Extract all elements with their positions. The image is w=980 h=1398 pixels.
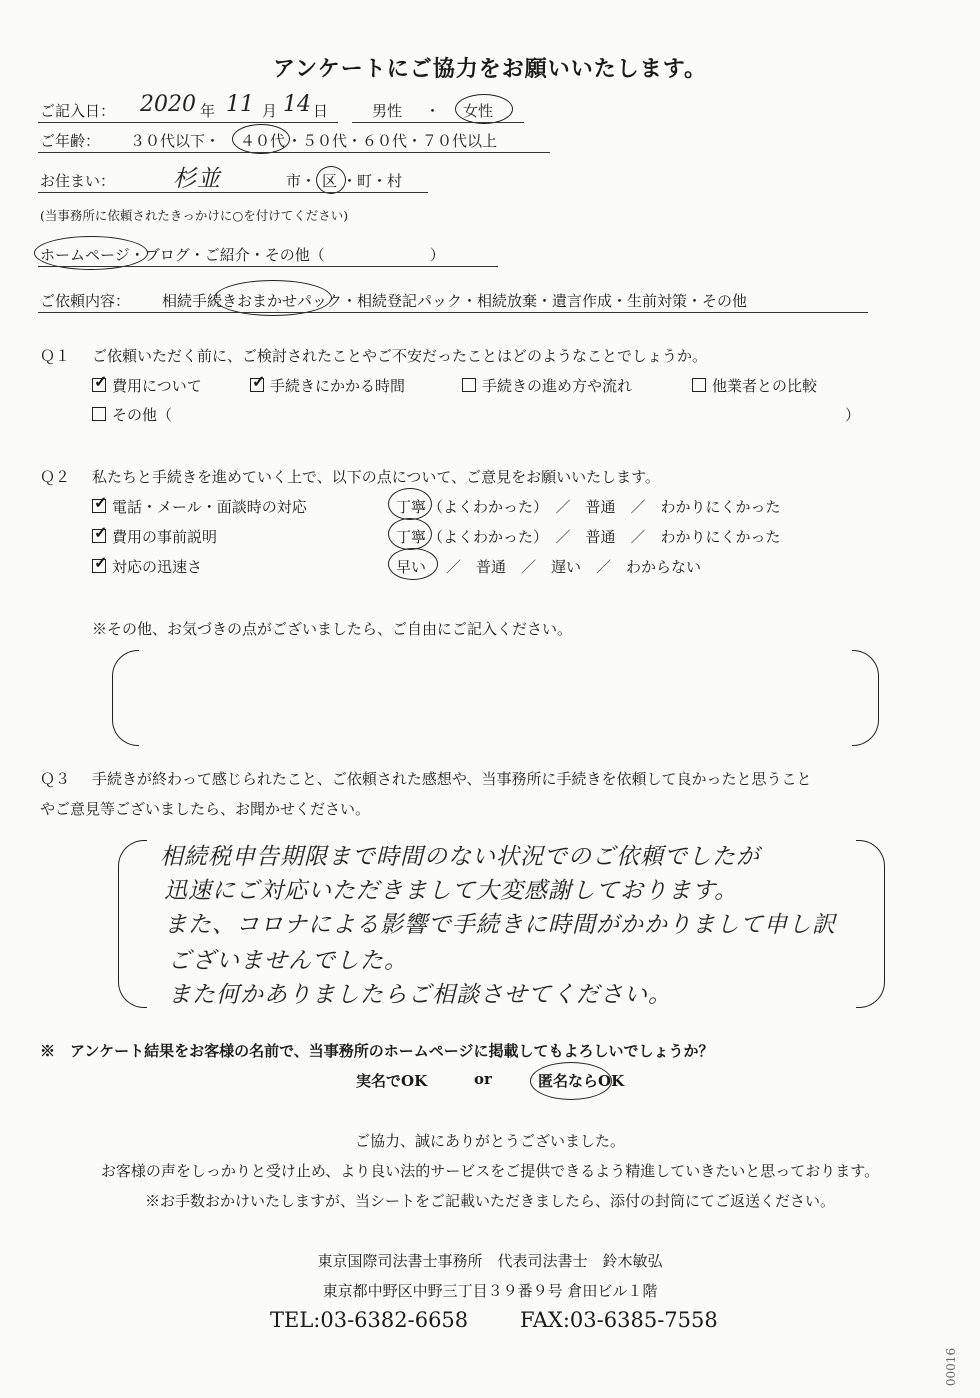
q2-comment-box-right: [852, 650, 879, 746]
q1-item-time-label: 手続きにかかる時間: [270, 377, 406, 395]
q2-text: 私たちと手続きを進めていく上で、以下の点について、ご意見をお願いいたします。: [92, 468, 660, 486]
request-options: 相続手続きおまかせパック・相続登記パック・相続放棄・遺言作成・生前対策・その他: [162, 292, 748, 310]
q2-row-fee-label: 費用の事前説明: [112, 528, 218, 546]
trigger-note: (当事務所に依頼されたきっかけに○を付けてください): [40, 208, 349, 223]
margin-mark: 00016: [944, 1347, 959, 1387]
q1-item-compare-label: 他業者との比較: [712, 377, 818, 395]
q2-row-speed-rest: ／ 普通 ／ 遅い ／ わからない: [446, 558, 702, 576]
q2-row-contact: [92, 493, 307, 517]
thanks-line3: ※お手数おかけいたしますが、当シートをご記載いただきましたら、添付の封筒にてご返送ください。: [144, 1192, 835, 1210]
age-option-rest: ・５０代・６０代・７０代以上: [287, 132, 498, 150]
checkbox-fee: ✓: [94, 523, 108, 542]
q2-row-fee-choice: 丁寧: [396, 528, 427, 546]
q3-answer-line5: また何かありましたらご相談させてください。: [168, 982, 672, 1008]
anonymous-circle: [530, 1062, 612, 1100]
thanks-line2: お客様の声をしっかりと受け止め、より良い法的サービスをご提供できるよう精進していきたいと思っております。: [100, 1162, 880, 1180]
checkbox-speed: ✓: [94, 553, 108, 572]
q1-item-cost: [92, 372, 202, 396]
publish-real-name: 実名でOK: [356, 1072, 428, 1090]
address-value: 杉並: [173, 166, 221, 192]
date-underline: [38, 122, 338, 123]
thanks-line1: ご協力、誠にありがとうございました。: [354, 1132, 625, 1150]
publish-or: or: [474, 1070, 492, 1088]
footer-address: 東京都中野区中野三丁目３９番９号 倉田ビル１階: [322, 1282, 658, 1300]
checkbox-contact: ✓: [94, 493, 108, 512]
address-label: お住まい：: [40, 172, 116, 190]
checkbox-other: [92, 407, 106, 421]
gender-male: 男性: [372, 102, 403, 120]
q1-item-process-label: 手続きの進め方や流れ: [482, 377, 633, 395]
q2-row-fee: [92, 523, 218, 547]
q1-text: ご依頼いただく前に、ご検討されたことやご不安だったことはどのようなことでしょうか。: [92, 347, 708, 365]
ward-circle: [316, 166, 346, 194]
age-underline: [38, 152, 550, 153]
date-label: ご記入日：: [40, 102, 116, 120]
gender-separator: ・: [425, 102, 441, 120]
q2-comment-box-left: [112, 650, 139, 746]
q1-item-compare: [692, 375, 817, 396]
address-underline: [38, 192, 428, 193]
q2-row-fee-rest: （よくわかった） ／ 普通 ／ わかりにくかった: [428, 528, 781, 546]
age-label: ご年齢：: [40, 132, 101, 150]
q2-comment-prompt: ※その他、お気づきの点がございましたら、ご自由にご記入ください。: [92, 620, 573, 638]
homepage-circle: [34, 236, 148, 270]
q2-number: Ｑ２: [40, 468, 71, 486]
date-month: 11: [226, 92, 254, 117]
q3-answer-line1: 相続税申告期限まで時間のない状況でのご依頼でしたが: [160, 844, 760, 870]
fee-choice-circle: [388, 518, 432, 550]
female-circle: [455, 94, 513, 124]
age-option-30: ３０代以下・: [130, 132, 221, 150]
address-option-ward: 区: [322, 172, 338, 190]
request-circle: [214, 280, 332, 316]
request-label: ご依頼内容：: [40, 292, 131, 310]
q3-answer-line2: 迅速にご対応いただきまして大変感謝しております。: [164, 878, 739, 904]
q2-row-contact-choice: 丁寧: [396, 498, 427, 516]
address-option-city: 市・: [286, 172, 317, 190]
address-option-rest: ・町・村: [342, 172, 403, 190]
trigger-options: ホームページ・ブログ・ご紹介・その他（ ）: [40, 246, 445, 264]
q3-answer-line3: また、コロナによる影響で手続きに時間がかかりまして申し訳: [164, 912, 836, 938]
date-day: 14: [283, 92, 311, 117]
q1-number: Ｑ１: [40, 347, 71, 365]
month-unit: 月: [262, 102, 278, 120]
q3-number: Ｑ３: [40, 770, 71, 788]
gender-underline: [352, 122, 524, 123]
q1-item-cost-label: 費用について: [112, 377, 202, 395]
request-underline: [38, 312, 868, 313]
gender-female: 女性: [463, 102, 494, 120]
day-unit: 日: [313, 102, 329, 120]
trigger-underline: [38, 266, 498, 267]
q2-row-speed-choice: 早い: [396, 558, 427, 576]
contact-choice-circle: [388, 488, 432, 520]
date-year: 2020: [140, 92, 196, 117]
publish-anonymous: 匿名ならOK: [538, 1072, 625, 1090]
checkbox-cost: ✓: [94, 372, 108, 391]
q3-answer-box-left: [118, 840, 147, 1008]
publish-question: ※ アンケート結果をお客様の名前で、当事務所のホームページに掲載してもよろしいでしょうか？: [40, 1042, 714, 1060]
q1-item-process: [462, 375, 632, 396]
q3-text-line2: やご意見等ございましたら、お聞かせください。: [40, 800, 371, 818]
q2-row-speed: [92, 553, 203, 577]
age-option-40: ４０代: [240, 132, 286, 150]
q3-text-line1: 手続きが終わって感じられたこと、ご依頼された感想や、当事務所に手続きを依頼して良かったと思うこと: [92, 770, 812, 788]
q1-item-other: [92, 404, 172, 425]
footer-fax: FAX:03-6385-7558: [520, 1308, 718, 1332]
q2-row-contact-label: 電話・メール・面談時の対応: [112, 498, 307, 516]
checkbox-time: ✓: [252, 372, 266, 391]
q2-row-speed-label: 対応の迅速さ: [112, 558, 203, 576]
footer-tel: TEL:03-6382-6658: [270, 1308, 469, 1332]
checkbox-compare: [692, 378, 706, 392]
q3-answer-line4: ございませんでした。: [168, 948, 408, 974]
speed-choice-circle: [388, 548, 438, 580]
year-unit: 年: [200, 102, 216, 120]
q1-item-other-label: その他（: [112, 406, 173, 424]
footer-office: 東京国際司法書士事務所 代表司法書士 鈴木敏弘: [317, 1252, 663, 1270]
survey-title: アンケートにご協力をお願いいたします。: [273, 56, 707, 82]
q3-answer-box-right: [856, 840, 885, 1008]
q2-row-contact-rest: （よくわかった） ／ 普通 ／ わかりにくかった: [428, 498, 781, 516]
checkbox-process: [462, 378, 476, 392]
q1-other-close: ）: [845, 406, 861, 424]
age-40-circle: [232, 124, 290, 154]
q1-item-time: [250, 372, 406, 396]
